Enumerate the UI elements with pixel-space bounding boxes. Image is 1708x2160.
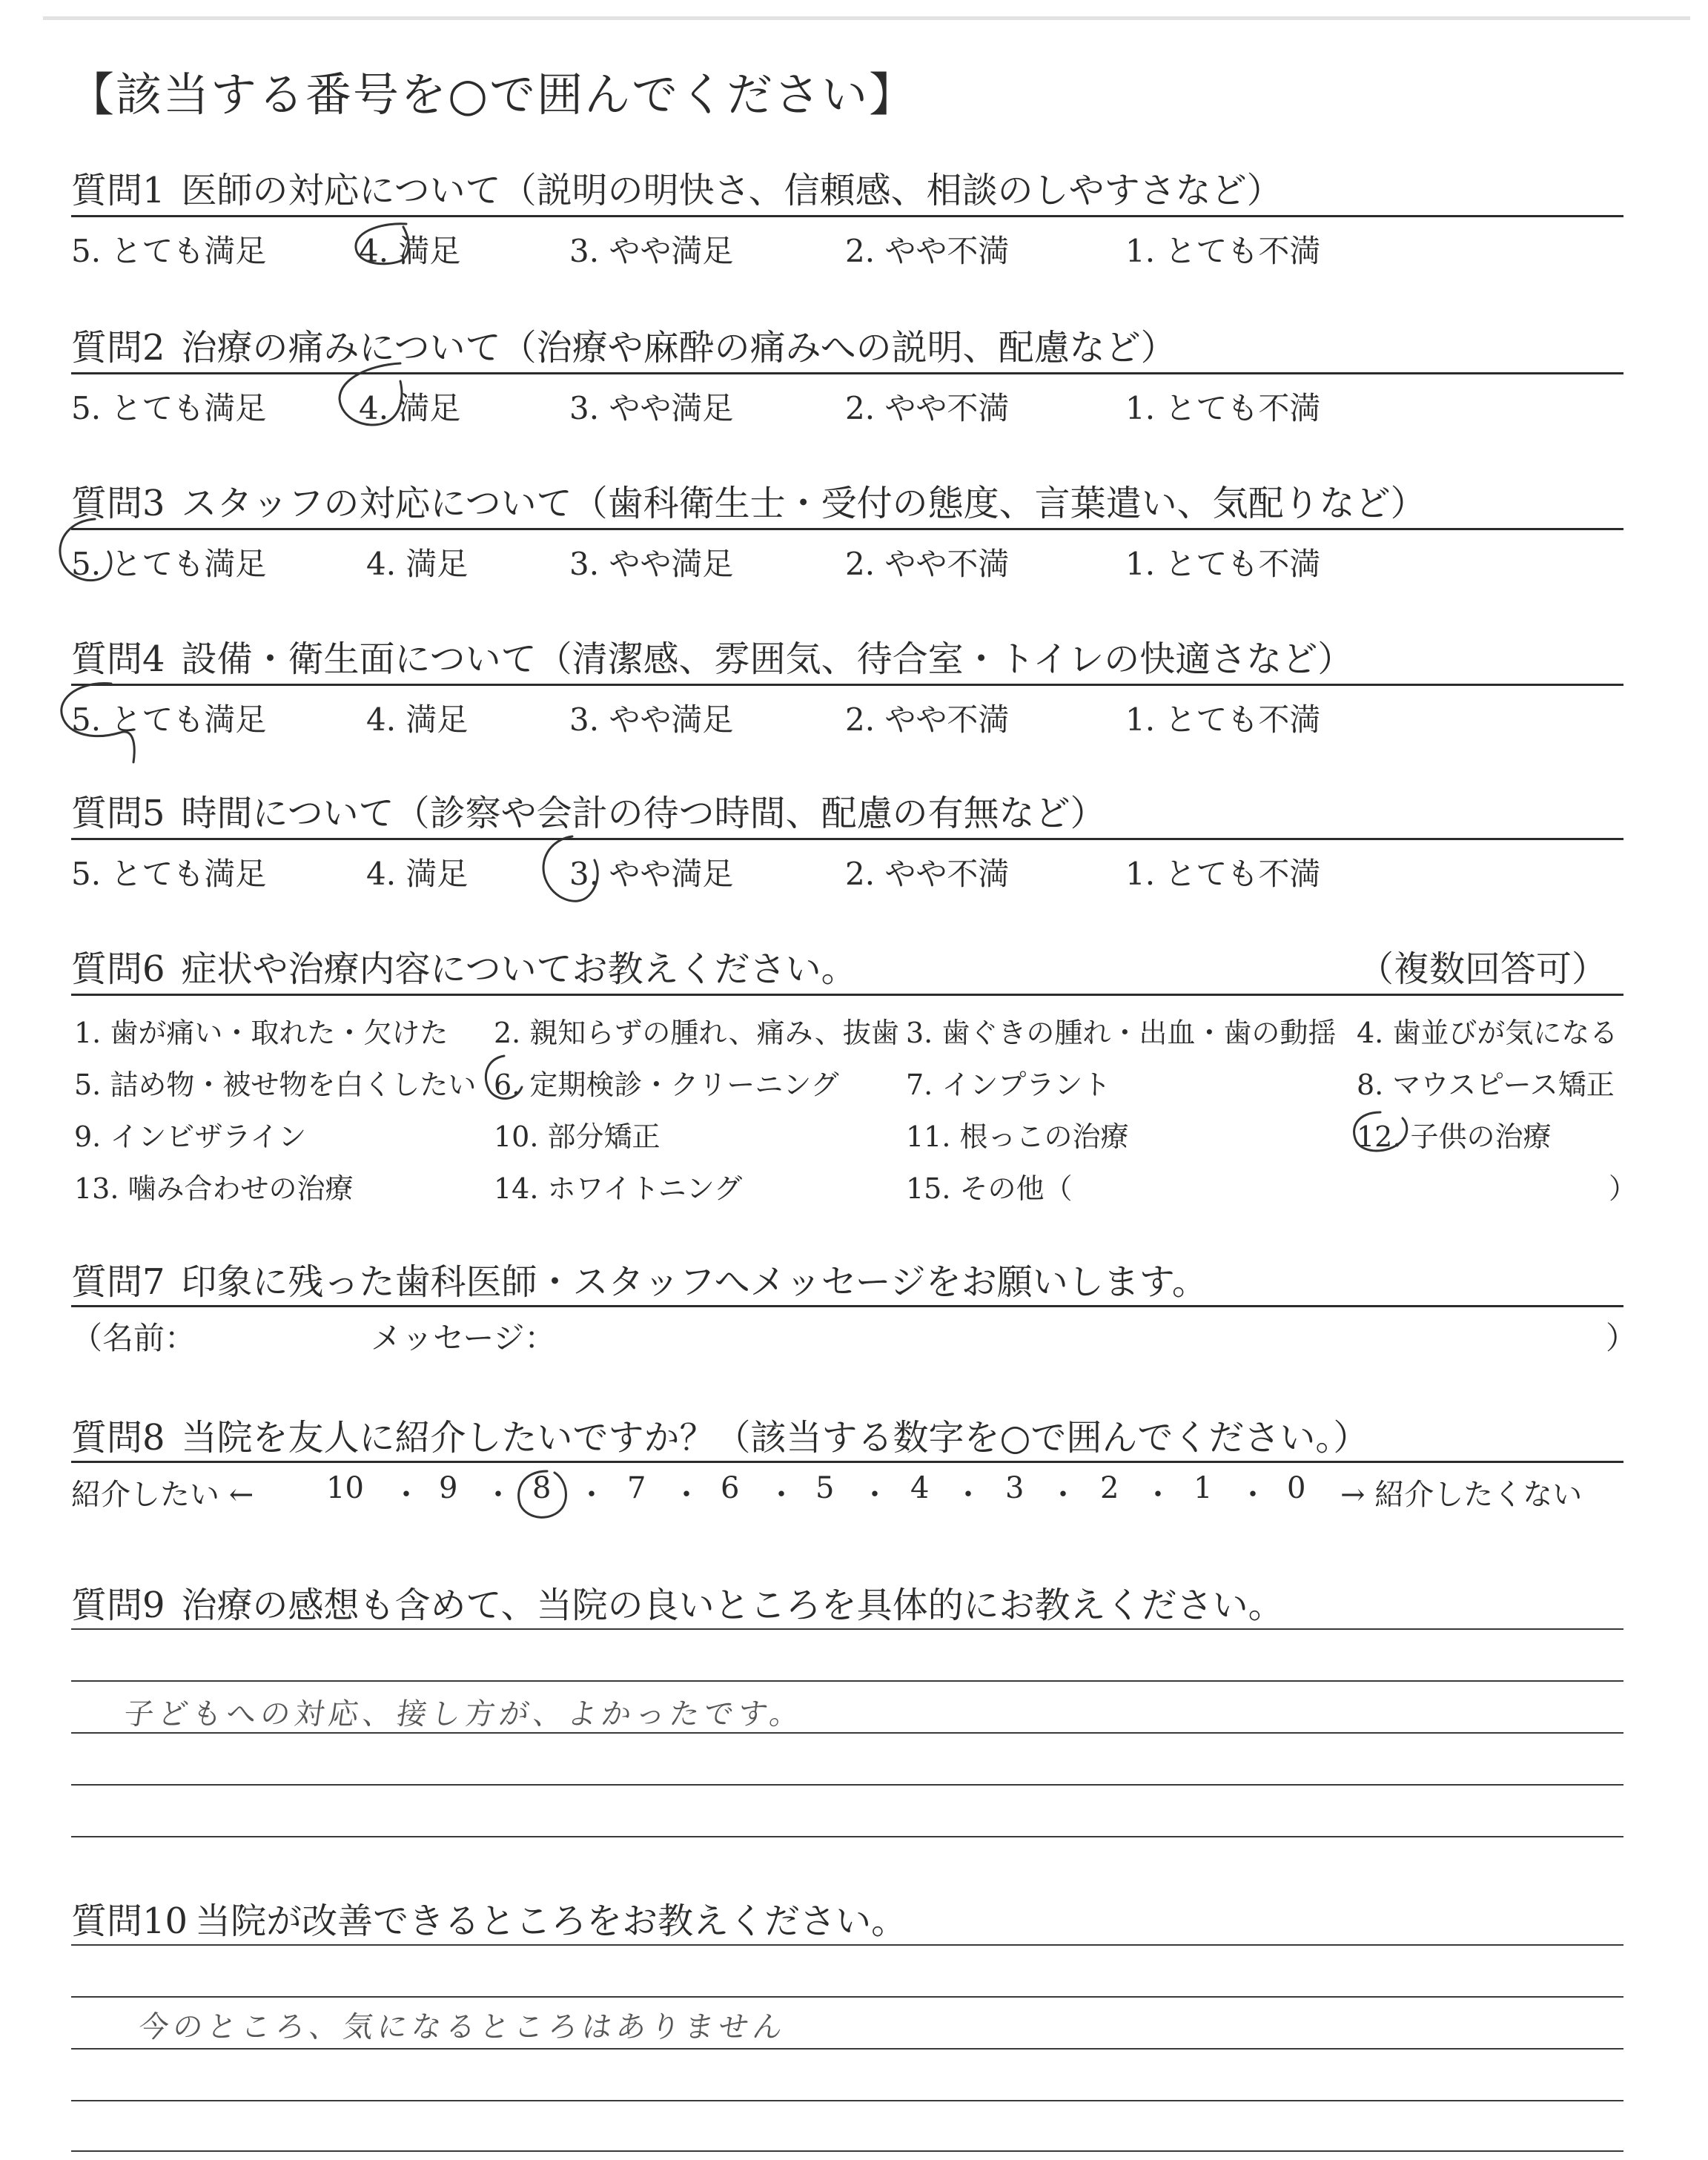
message-close-paren: ） xyxy=(1606,1320,1638,1356)
scale-dot: ・ xyxy=(767,1478,796,1512)
rating-option-4[interactable]: 4. 満足 xyxy=(366,546,469,582)
question-number: 質問7 xyxy=(71,1261,165,1303)
symptom-option[interactable]: 10. 部分矯正 xyxy=(494,1120,661,1153)
scale-value[interactable]: 1 xyxy=(1194,1471,1213,1505)
question-number: 質問6 xyxy=(71,948,165,990)
question-rule xyxy=(71,838,1623,840)
question-3 xyxy=(71,475,1426,526)
scale-dot: ・ xyxy=(860,1478,890,1512)
scale-value[interactable]: 7 xyxy=(627,1471,646,1505)
question-7 xyxy=(71,1253,1208,1304)
scale-right-label: → 紹介したくない xyxy=(1340,1478,1583,1512)
rating-option-3[interactable]: 3. やや満足 xyxy=(569,233,734,269)
rating-option-2[interactable]: 2. やや不満 xyxy=(845,856,1010,892)
rating-option-1[interactable]: 1. とても不満 xyxy=(1125,701,1321,738)
symptom-option[interactable]: 8. マウスピース矯正 xyxy=(1357,1069,1615,1101)
rating-option-4[interactable]: 4. 満足 xyxy=(359,233,461,269)
symptom-option[interactable]: 9. インビザライン xyxy=(74,1120,307,1153)
question-rule xyxy=(71,215,1623,217)
question-text: 治療の痛みについて（治療や麻酔の痛みへの説明、配慮など） xyxy=(181,327,1176,369)
rating-option-2[interactable]: 2. やや不満 xyxy=(845,546,1010,582)
rating-option-4[interactable]: 4. 満足 xyxy=(359,390,461,426)
question-10 xyxy=(71,1892,907,1943)
rating-option-3[interactable]: 3. やや満足 xyxy=(569,390,734,426)
scale-left-label: 紹介したい ← xyxy=(71,1478,254,1512)
writing-line xyxy=(71,1628,1623,1630)
scale-value[interactable]: 2 xyxy=(1100,1471,1119,1505)
rating-option-1[interactable]: 1. とても不満 xyxy=(1125,390,1321,426)
scale-dot: ・ xyxy=(1143,1478,1173,1512)
question-text: 当院が改善できるところをお教えください。 xyxy=(195,1900,907,1942)
question-text: スタッフの対応について（歯科衛生士・受付の態度、言葉遣い、気配りなど） xyxy=(181,483,1426,524)
scale-dot: ・ xyxy=(483,1478,513,1512)
rating-option-1[interactable]: 1. とても不満 xyxy=(1125,546,1321,582)
name-label: （名前： xyxy=(71,1320,196,1356)
scale-value[interactable]: 0 xyxy=(1287,1471,1306,1505)
question-text: 時間について（診察や会計の待つ時間、配慮の有無など） xyxy=(181,793,1106,834)
question-5 xyxy=(71,785,1106,836)
question-4 xyxy=(71,630,1353,681)
writing-line xyxy=(71,2048,1623,2050)
symptom-option[interactable]: 14. ホワイトニング xyxy=(494,1172,743,1205)
question-text: 治療の感想も含めて、当院の良いところを具体的にお教えください。 xyxy=(181,1585,1284,1626)
question-number: 質問4 xyxy=(71,638,165,680)
question-text: 当院を友人に紹介したいですか？（該当する数字を○で囲んでください。） xyxy=(181,1417,1369,1459)
symptom-option[interactable]: 12. 子供の治療 xyxy=(1357,1120,1552,1153)
scale-dot: ・ xyxy=(1048,1478,1078,1512)
writing-line xyxy=(71,1996,1623,1998)
scale-value[interactable]: 4 xyxy=(910,1471,930,1505)
question-rule xyxy=(71,1305,1623,1307)
symptom-option[interactable]: 1. 歯が痛い・取れた・欠けた xyxy=(74,1017,448,1049)
question-6 xyxy=(71,940,857,991)
symptom-option[interactable]: 4. 歯並びが気になる xyxy=(1357,1017,1618,1049)
writing-line xyxy=(71,1784,1623,1786)
question-rule xyxy=(71,528,1623,530)
scale-value[interactable]: 6 xyxy=(721,1471,740,1505)
writing-line xyxy=(71,1680,1623,1682)
multiple-answer-note: （複数回答可） xyxy=(1358,948,1608,990)
writing-line xyxy=(71,2150,1623,2152)
question-number: 質問3 xyxy=(71,483,165,524)
question-number: 質問9 xyxy=(71,1585,165,1626)
scale-value[interactable]: 5 xyxy=(815,1471,835,1505)
rating-option-5[interactable]: 5. とても満足 xyxy=(71,390,267,426)
symptom-option-other[interactable]: 15. その他（ xyxy=(906,1172,1073,1205)
symptom-option[interactable]: 3. 歯ぐきの腫れ・出血・歯の動揺 xyxy=(906,1017,1337,1049)
writing-line xyxy=(71,2100,1623,2101)
scale-dot: ・ xyxy=(672,1478,701,1512)
scale-dot: ・ xyxy=(391,1478,421,1512)
message-label[interactable]: メッセージ： xyxy=(371,1320,556,1356)
question-number: 質問10 xyxy=(71,1900,188,1942)
rating-option-5[interactable]: 5. とても満足 xyxy=(71,546,267,582)
question-rule xyxy=(71,1461,1623,1463)
form-title: 【該当する番号を○で囲んでください】 xyxy=(68,67,917,122)
rating-option-4[interactable]: 4. 満足 xyxy=(366,701,469,738)
scale-value[interactable]: 8 xyxy=(532,1471,552,1505)
rating-option-5[interactable]: 5. とても満足 xyxy=(71,233,267,269)
scale-value[interactable]: 10 xyxy=(326,1471,364,1505)
rating-option-2[interactable]: 2. やや不満 xyxy=(845,390,1010,426)
scale-value[interactable]: 3 xyxy=(1005,1471,1025,1505)
question-text: 医師の対応について（説明の明快さ、信頼感、相談のしやすさなど） xyxy=(181,170,1282,211)
scale-dot: ・ xyxy=(953,1478,983,1512)
rating-option-4[interactable]: 4. 満足 xyxy=(366,856,469,892)
scale-value[interactable]: 9 xyxy=(439,1471,458,1505)
question-9 xyxy=(71,1576,1284,1628)
rating-option-2[interactable]: 2. やや不満 xyxy=(845,233,1010,269)
symptom-option[interactable]: 2. 親知らずの腫れ、痛み、抜歯 xyxy=(494,1017,899,1049)
scale-dot: ・ xyxy=(1238,1478,1268,1512)
question-text: 印象に残った歯科医師・スタッフへメッセージをお願いします。 xyxy=(181,1261,1208,1303)
question-number: 質問8 xyxy=(71,1417,165,1459)
rating-option-5[interactable]: 5. とても満足 xyxy=(71,701,267,738)
rating-option-3[interactable]: 3. やや満足 xyxy=(569,546,734,582)
symptom-option[interactable]: 11. 根っこの治療 xyxy=(906,1120,1129,1153)
handwritten-answer-q10[interactable]: 今のところ、気になるところはありません xyxy=(136,2010,790,2044)
symptom-option[interactable]: 5. 詰め物・被せ物を白くしたい xyxy=(74,1069,477,1101)
symptom-option[interactable]: 6. 定期検診・クリーニング xyxy=(494,1069,839,1101)
handwritten-answer-q9[interactable]: 子どもへの対応、接し方が、よかったです。 xyxy=(122,1697,807,1731)
rating-option-1[interactable]: 1. とても不満 xyxy=(1125,233,1321,269)
question-text: 設備・衛生面について（清潔感、雰囲気、待合室・トイレの快適さなど） xyxy=(181,638,1354,680)
other-close-paren: ） xyxy=(1609,1172,1638,1205)
question-number: 質問1 xyxy=(71,170,165,211)
question-8 xyxy=(71,1409,1368,1460)
rating-option-5[interactable]: 5. とても満足 xyxy=(71,856,267,892)
question-number: 質問5 xyxy=(71,793,165,834)
question-number: 質問2 xyxy=(71,327,165,369)
rating-option-3[interactable]: 3. やや満足 xyxy=(569,701,734,738)
rating-option-2[interactable]: 2. やや不満 xyxy=(845,701,1010,738)
rating-option-1[interactable]: 1. とても不満 xyxy=(1125,856,1321,892)
question-rule xyxy=(71,372,1623,374)
scale-dot: ・ xyxy=(577,1478,606,1512)
writing-line xyxy=(71,1944,1623,1946)
question-rule xyxy=(71,994,1623,996)
question-text: 症状や治療内容についてお教えください。 xyxy=(181,948,857,990)
symptom-option[interactable]: 7. インプラント xyxy=(906,1069,1111,1101)
question-2 xyxy=(71,319,1176,370)
writing-line xyxy=(71,1836,1623,1837)
rating-option-3[interactable]: 3. やや満足 xyxy=(569,856,734,892)
scan-top-edge xyxy=(43,16,1690,20)
symptom-option[interactable]: 13. 噛み合わせの治療 xyxy=(74,1172,354,1205)
question-1 xyxy=(71,162,1282,213)
question-rule xyxy=(71,684,1623,686)
